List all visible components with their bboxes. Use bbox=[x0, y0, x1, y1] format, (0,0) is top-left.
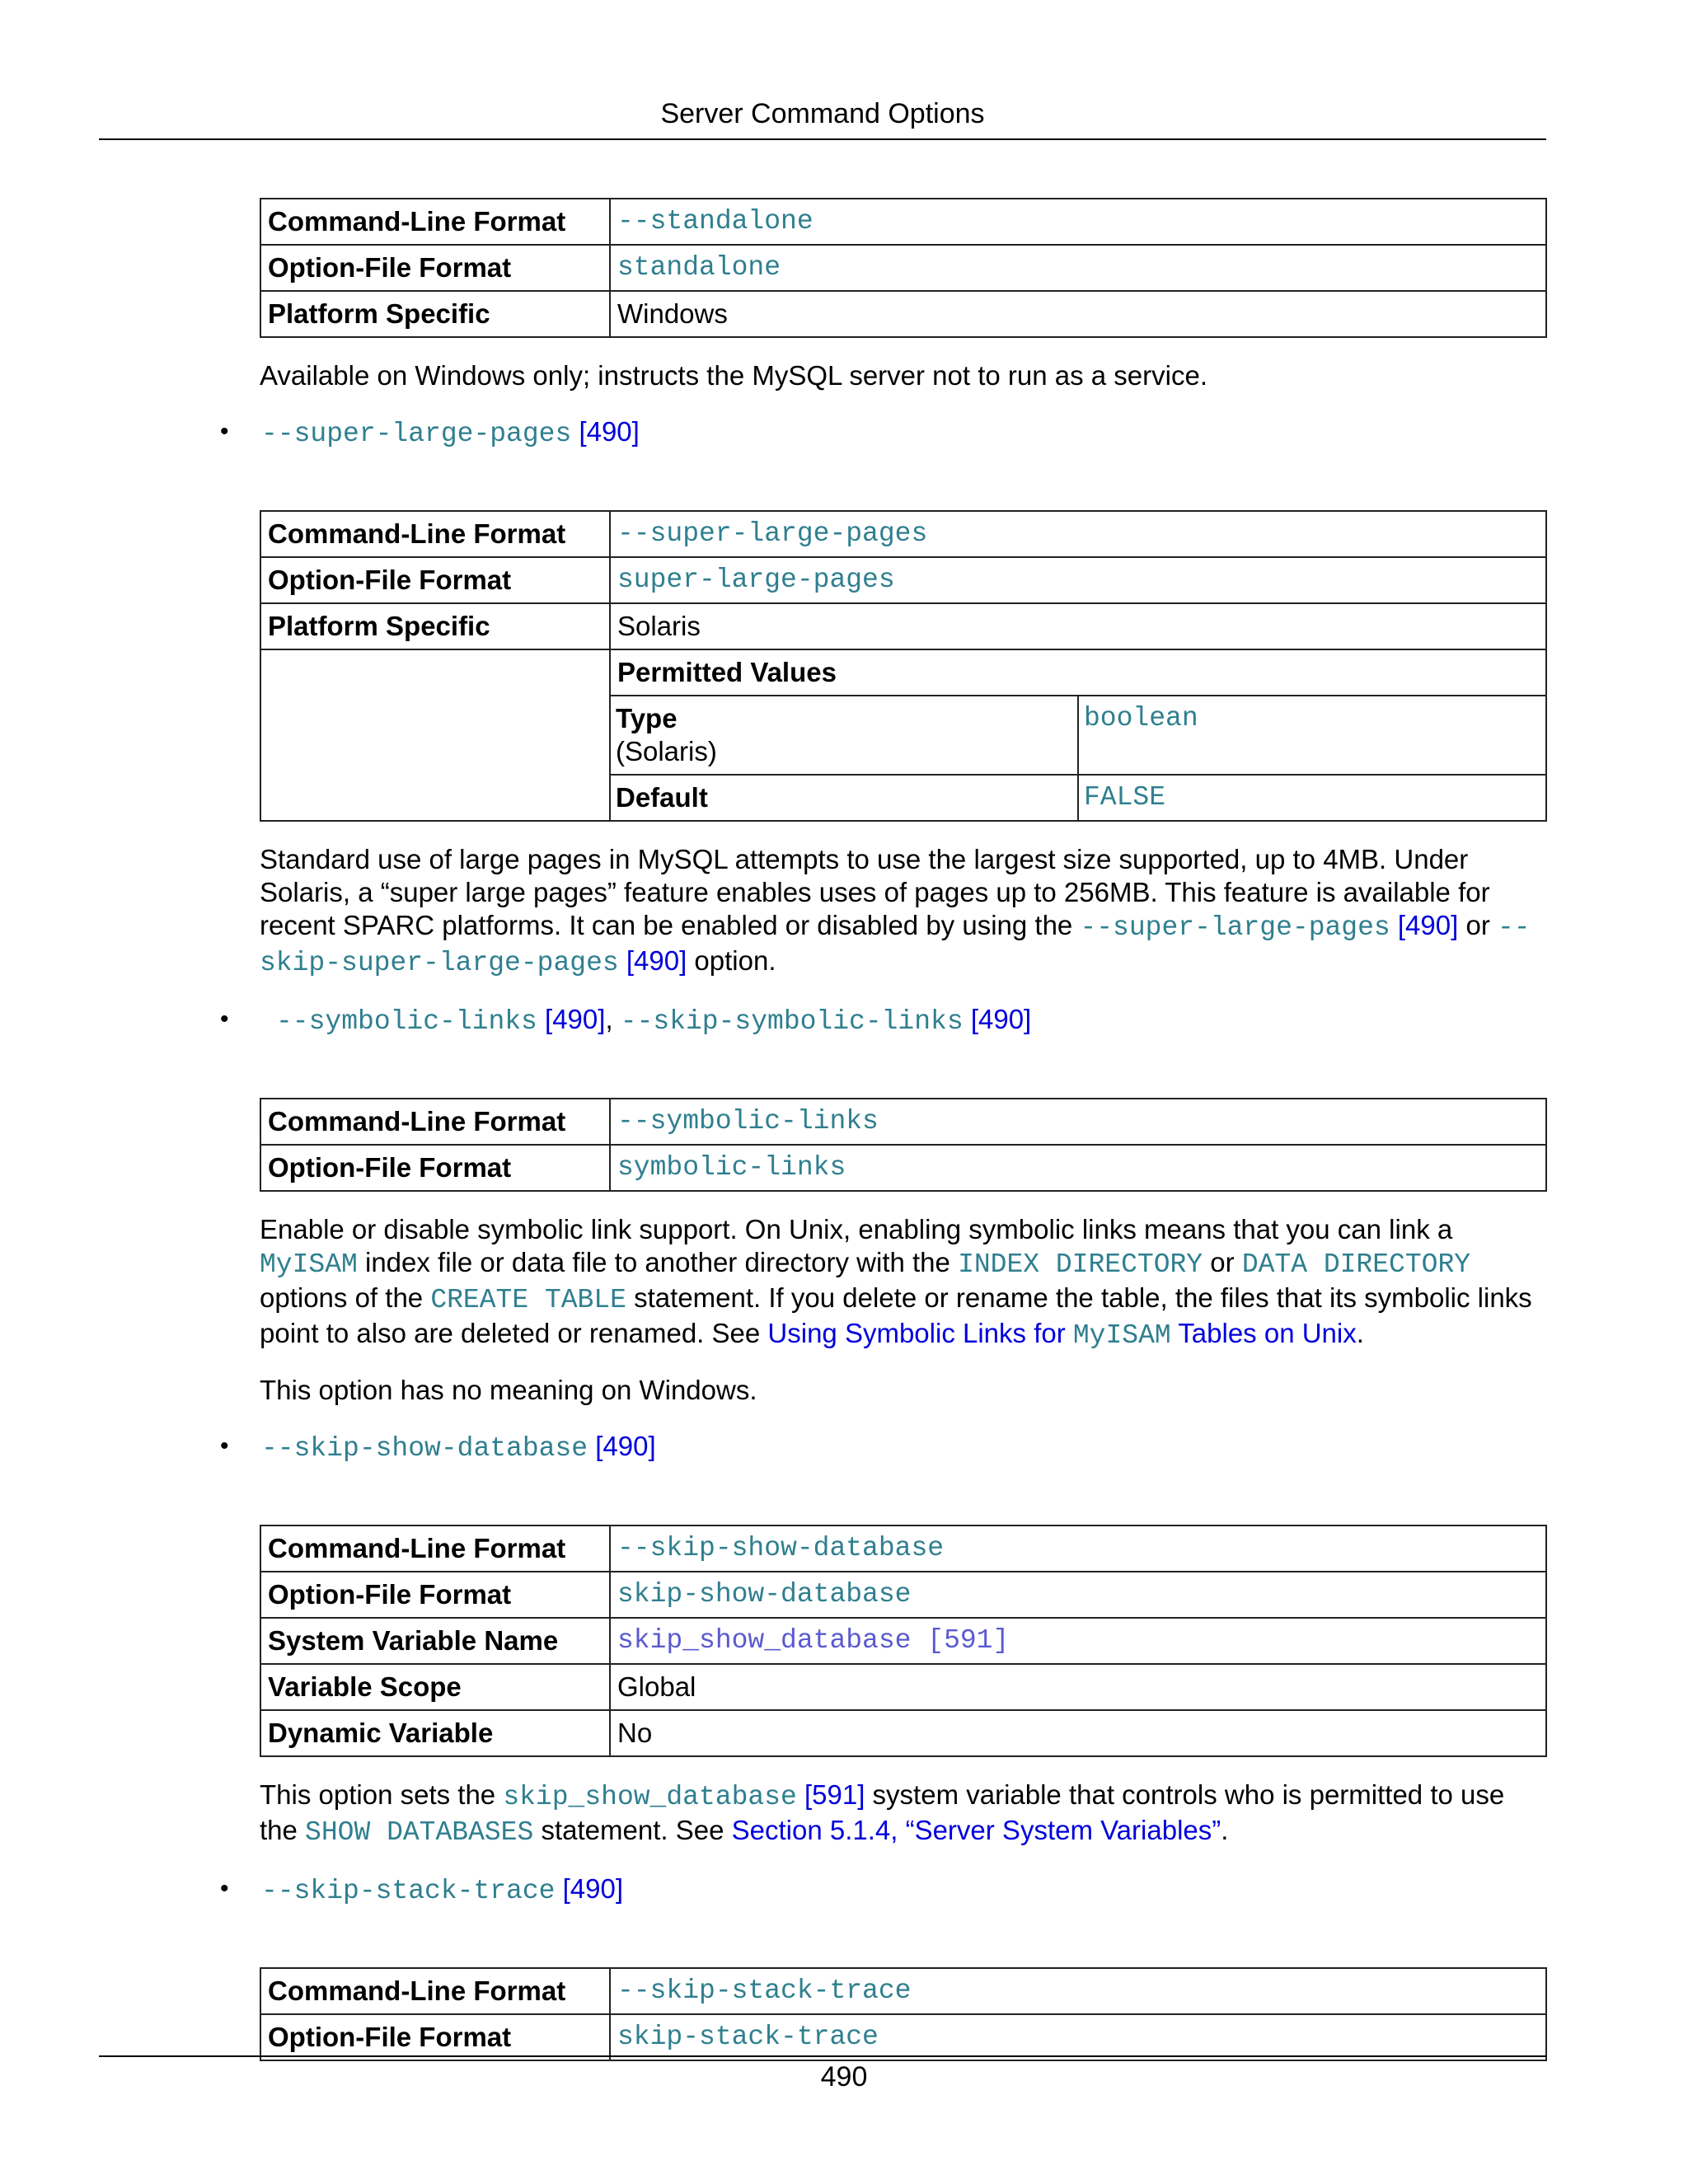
option-file-format-label: Option-File Format bbox=[260, 1145, 610, 1191]
table-row bbox=[260, 511, 1546, 557]
option-link[interactable]: --skip-stack-trace bbox=[261, 1876, 556, 1906]
option-link[interactable]: --super-large-pages bbox=[1080, 912, 1390, 943]
standalone-description: Available on Windows only; instructs the MySQL server not to run as a service. bbox=[260, 360, 1208, 391]
option-link[interactable]: --skip-super-large-pages bbox=[260, 912, 1531, 978]
page-ref-link[interactable]: [490] bbox=[588, 1431, 656, 1461]
default-value: FALSE bbox=[1078, 775, 1545, 820]
cmd-line-format-value: --standalone bbox=[610, 199, 1546, 245]
table-row bbox=[260, 291, 1546, 337]
code-show-databases: SHOW DATABASES bbox=[305, 1817, 534, 1848]
cmd-line-format-value: --symbolic-links bbox=[610, 1099, 1546, 1145]
code-myisam: MyISAM bbox=[260, 1249, 358, 1280]
option-file-format-value: skip-show-database bbox=[610, 1572, 1546, 1618]
symbolic-links-section-link[interactable] bbox=[767, 1318, 1357, 1351]
page-ref-link[interactable]: [490] bbox=[579, 416, 640, 447]
symbolic-links-options-table bbox=[260, 1098, 1547, 1192]
permitted-values-heading: Permitted Values bbox=[611, 650, 1545, 696]
separator: , bbox=[605, 1004, 621, 1034]
type-label bbox=[611, 696, 1078, 775]
platform-specific-label: Platform Specific bbox=[260, 603, 610, 649]
desc-text: option. bbox=[687, 945, 776, 976]
skip-show-database-description bbox=[260, 1779, 1547, 1849]
cmd-line-format-value: --super-large-pages bbox=[610, 511, 1546, 557]
skip-show-database-options-table bbox=[260, 1525, 1547, 1757]
option-file-format-label: Option-File Format bbox=[260, 557, 610, 603]
desc-text: . bbox=[1356, 1318, 1364, 1348]
option-link[interactable]: --skip-symbolic-links bbox=[620, 1006, 964, 1037]
desc-text: index file or data file to another directory with the bbox=[357, 1247, 959, 1277]
server-system-variables-link[interactable]: Section 5.1.4, “Server System Variables” bbox=[731, 1815, 1221, 1845]
table-row bbox=[611, 696, 1545, 775]
page-ref-link[interactable]: [490] bbox=[537, 1004, 606, 1034]
desc-text: statement. If you delete or rename the table, the files that its symbolic links point to also are deleted or renamed. See bbox=[260, 1282, 1532, 1348]
permitted-values-table bbox=[611, 650, 1545, 820]
table-row bbox=[260, 1664, 1546, 1710]
desc-text: statement. See bbox=[533, 1815, 732, 1845]
system-variable-name-value[interactable]: skip_show_database [591] bbox=[610, 1618, 1546, 1664]
table-row bbox=[260, 245, 1546, 291]
code-create-table: CREATE TABLE bbox=[430, 1285, 626, 1315]
cmd-line-format-label: Command-Line Format bbox=[260, 511, 610, 557]
default-label: Default bbox=[611, 775, 1078, 820]
desc-text: or bbox=[1203, 1247, 1242, 1277]
option-file-format-value: standalone bbox=[610, 245, 1546, 291]
desc-text: This option sets the bbox=[260, 1779, 504, 1810]
link-text: Using Symbolic Links for bbox=[767, 1318, 1073, 1348]
platform-specific-value: Solaris bbox=[610, 603, 1546, 649]
bullet-symbolic-links bbox=[220, 1003, 1547, 1038]
desc-text: system variable that controls who is permitted to use the bbox=[260, 1779, 1505, 1845]
desc-text: Enable or disable symbolic link support. On Unix, enabling symbolic links means that you can link a bbox=[260, 1214, 1453, 1244]
table-row bbox=[260, 1526, 1546, 1572]
super-large-pages-description bbox=[260, 843, 1547, 980]
bullet-dot-icon: • bbox=[220, 418, 229, 445]
symbolic-links-description bbox=[260, 1213, 1547, 1352]
table-row bbox=[260, 1145, 1546, 1191]
table-row bbox=[260, 557, 1546, 603]
variable-scope-label: Variable Scope bbox=[260, 1664, 610, 1710]
bullet-dot-icon: • bbox=[220, 1432, 229, 1460]
desc-text: or bbox=[1458, 910, 1498, 940]
platform-specific-value: Windows bbox=[610, 291, 1546, 337]
table-row bbox=[260, 1099, 1546, 1145]
platform-specific-label: Platform Specific bbox=[260, 291, 610, 337]
cmd-line-format-value: --skip-show-database bbox=[610, 1526, 1546, 1572]
option-file-format-value: skip-stack-trace bbox=[610, 2014, 1546, 2060]
permitted-values-cell bbox=[610, 649, 1546, 821]
page-ref-link[interactable]: [490] bbox=[1390, 910, 1459, 940]
option-link[interactable]: skip_show_database bbox=[503, 1782, 797, 1812]
link-text: Tables on Unix bbox=[1170, 1318, 1357, 1348]
type-value: boolean bbox=[1078, 696, 1545, 775]
cmd-line-format-label: Command-Line Format bbox=[260, 1968, 610, 2014]
link-code: MyISAM bbox=[1072, 1320, 1171, 1351]
bullet-skip-show-database bbox=[220, 1430, 1547, 1465]
variable-scope-value: Global bbox=[610, 1664, 1546, 1710]
cmd-line-format-label: Command-Line Format bbox=[260, 1526, 610, 1572]
option-link[interactable]: --symbolic-links bbox=[276, 1006, 537, 1037]
page-ref-link[interactable]: [490] bbox=[963, 1004, 1032, 1034]
cmd-line-format-value: --skip-stack-trace bbox=[610, 1968, 1546, 2014]
table-row bbox=[260, 1572, 1546, 1618]
bullet-dot-icon: • bbox=[220, 1005, 229, 1033]
page-number: 490 bbox=[820, 2061, 868, 2093]
desc-text: . bbox=[1221, 1815, 1229, 1845]
option-file-format-label: Option-File Format bbox=[260, 1572, 610, 1618]
page-title: Server Command Options bbox=[660, 98, 985, 129]
table-row bbox=[260, 1710, 1546, 1756]
type-qualifier: (Solaris) bbox=[616, 736, 717, 766]
page-ref-link[interactable]: [591] bbox=[796, 1779, 865, 1810]
symbolic-links-windows-note: This option has no meaning on Windows. bbox=[260, 1375, 757, 1405]
super-large-pages-options-table bbox=[260, 510, 1547, 822]
option-file-format-label: Option-File Format bbox=[260, 2014, 610, 2060]
table-row bbox=[260, 199, 1546, 245]
bullet-dot-icon: • bbox=[220, 1875, 229, 1902]
footer-rule bbox=[99, 2055, 1546, 2057]
bullet-super-large-pages bbox=[220, 415, 1547, 451]
dynamic-variable-value: No bbox=[610, 1710, 1546, 1756]
desc-text: Standard use of large pages in MySQL attempts to use the largest size supported, up to 4MB. Under Solaris, a “super large pages” feature enables uses of pages up to 256MB. This feature is available for recent SPARC platforms. It can be enabled or disabled by using the bbox=[260, 844, 1490, 940]
type-label-text: Type bbox=[616, 703, 678, 733]
empty-cell bbox=[260, 649, 610, 821]
table-row bbox=[260, 603, 1546, 649]
bullet-skip-stack-trace bbox=[220, 1872, 1547, 1908]
table-row bbox=[260, 1968, 1546, 2014]
code-data-directory: DATA DIRECTORY bbox=[1241, 1249, 1471, 1280]
cmd-line-format-label: Command-Line Format bbox=[260, 199, 610, 245]
page-ref-link[interactable]: [490] bbox=[618, 945, 687, 976]
page-ref-link[interactable]: [490] bbox=[555, 1873, 624, 1904]
standalone-options-table bbox=[260, 198, 1547, 338]
system-variable-name-label: System Variable Name bbox=[260, 1618, 610, 1664]
cmd-line-format-label: Command-Line Format bbox=[260, 1099, 610, 1145]
dynamic-variable-label: Dynamic Variable bbox=[260, 1710, 610, 1756]
code-index-directory: INDEX DIRECTORY bbox=[958, 1249, 1203, 1280]
table-row bbox=[611, 775, 1545, 820]
skip-stack-trace-options-table bbox=[260, 1967, 1547, 2061]
page-header bbox=[99, 97, 1546, 140]
option-file-format-value: super-large-pages bbox=[610, 557, 1546, 603]
page-content bbox=[220, 198, 1547, 2061]
table-row bbox=[260, 1618, 1546, 1664]
desc-text: options of the bbox=[260, 1282, 431, 1313]
option-link[interactable]: --skip-show-database bbox=[261, 1433, 588, 1464]
option-file-format-value: symbolic-links bbox=[610, 1145, 1546, 1191]
table-row bbox=[611, 650, 1545, 696]
option-file-format-label: Option-File Format bbox=[260, 245, 610, 291]
option-link[interactable]: --super-large-pages bbox=[261, 419, 572, 449]
table-row bbox=[260, 2014, 1546, 2060]
table-row bbox=[260, 649, 1546, 821]
